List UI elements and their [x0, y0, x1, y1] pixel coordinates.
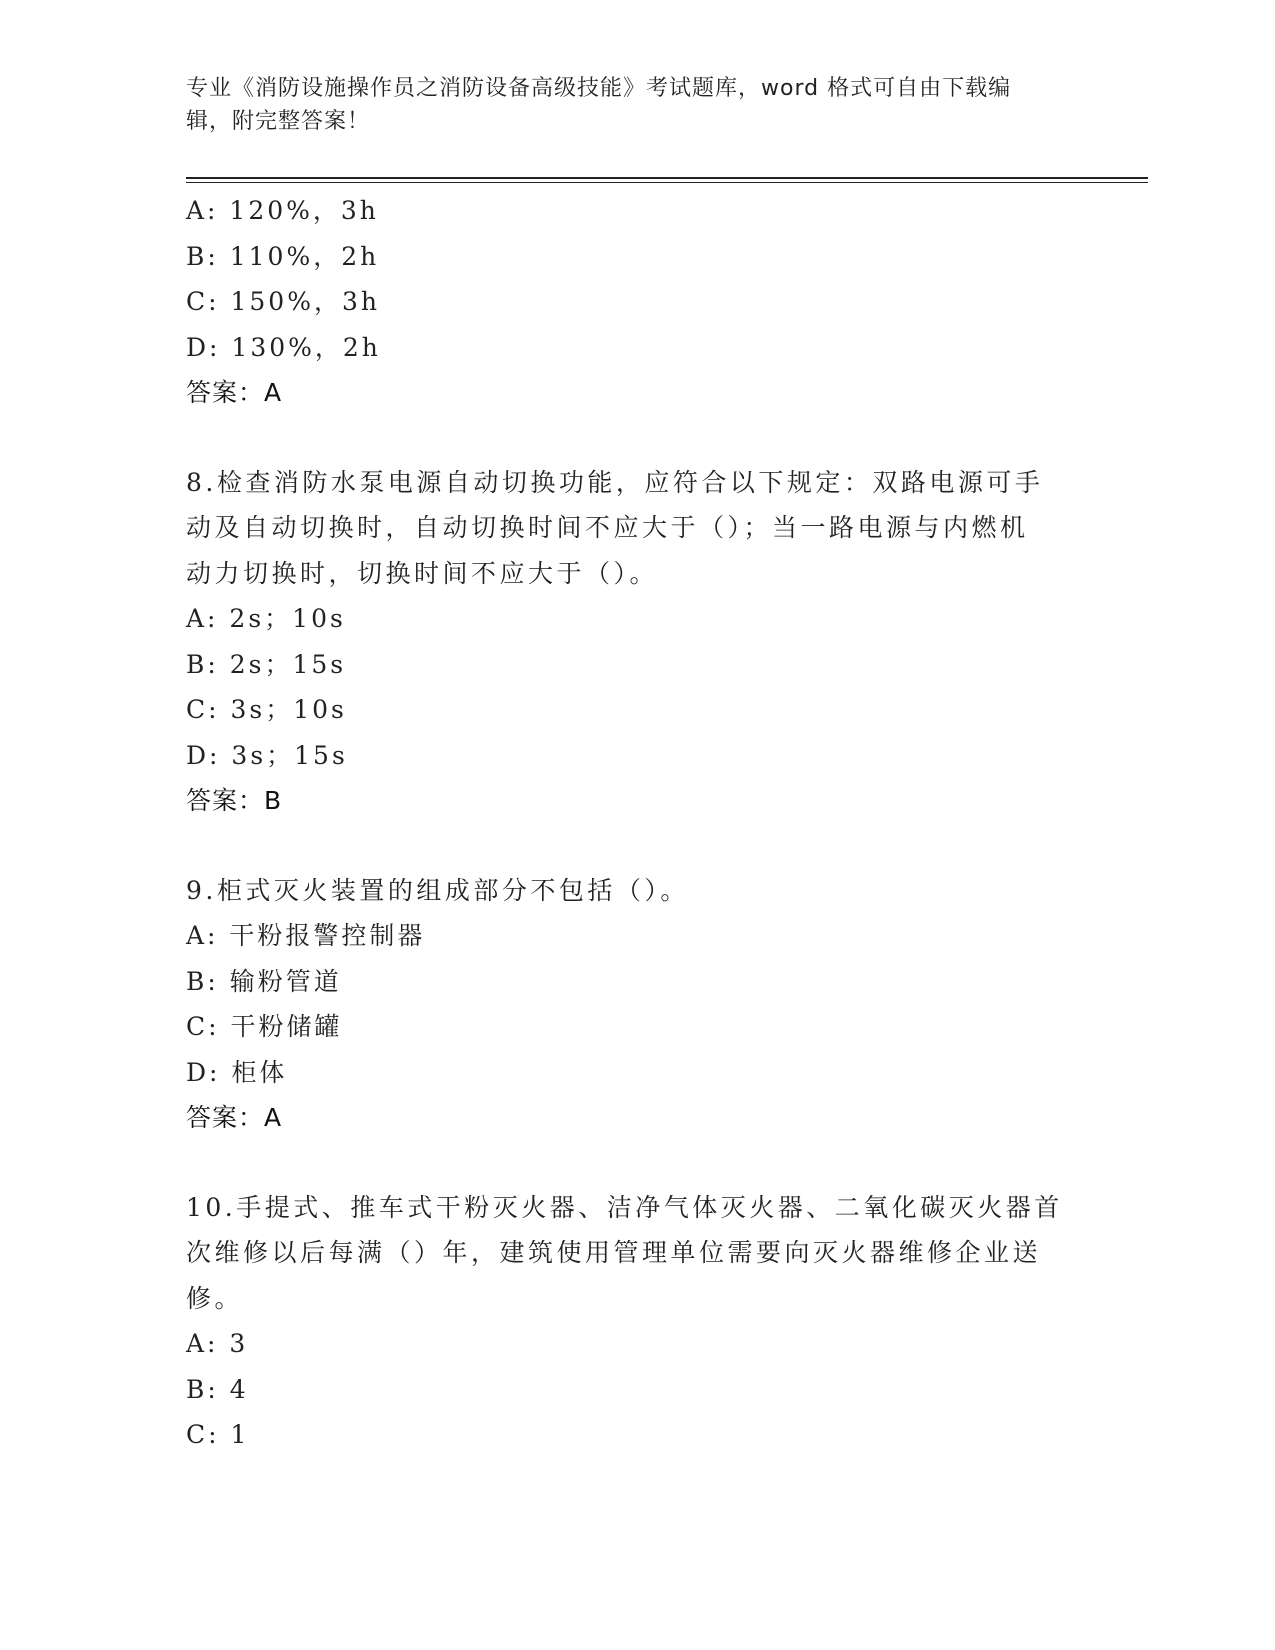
question-10 — [186, 1185, 1086, 1458]
question-list — [186, 188, 1086, 1458]
header-divider-thick — [186, 177, 1148, 179]
option-b: B: 110%，2h — [186, 241, 380, 271]
spacer — [186, 1141, 1086, 1185]
option-d: D: 3s；15s — [186, 740, 348, 770]
option-a: A: 3 — [186, 1329, 249, 1358]
answer: 答案：A — [186, 378, 283, 407]
question-7 — [186, 188, 1086, 416]
question-8 — [186, 460, 1086, 824]
option-a: A: 2s；10s — [186, 604, 346, 633]
question-stem-line: 修。 — [186, 1283, 244, 1313]
option-b: B: 2s；15s — [186, 649, 347, 679]
option-a: A: 120%，3h — [186, 196, 379, 225]
question-stem-line: 8.检查消防水泵电源自动切换功能，应符合以下规定：双路电源可手 — [186, 467, 1044, 497]
option-d: D: 柜体 — [186, 1057, 288, 1087]
option-c: C: 干粉储罐 — [186, 1012, 343, 1041]
answer: 答案：B — [186, 786, 283, 815]
header-line-2: 辑，附完整答案！ — [186, 109, 371, 134]
option-a: A: 干粉报警控制器 — [186, 921, 426, 950]
option-b: B: 4 — [186, 1374, 249, 1404]
option-c: C: 150%，3h — [186, 287, 380, 316]
spacer — [186, 824, 1086, 868]
option-c: C: 1 — [186, 1420, 250, 1449]
header-line-1: 专业《消防设施操作员之消防设备高级技能》考试题库，word 格式可自由下载编 — [186, 76, 1012, 101]
option-d: D: 130%，2h — [186, 332, 381, 362]
question-stem-line: 次维修以后每满（）年，建筑使用管理单位需要向灭火器维修企业送 — [186, 1238, 1042, 1267]
question-stem-line: 动及自动切换时，自动切换时间不应大于（）；当一路电源与内燃机 — [186, 513, 1029, 542]
question-stem-line: 10.手提式、推车式干粉灭火器、洁净气体灭火器、二氧化碳灭火器首 — [186, 1192, 1063, 1222]
option-b: B: 输粉管道 — [186, 966, 342, 996]
question-stem-line: 动力切换时，切换时间不应大于（）。 — [186, 558, 659, 588]
spacer — [186, 416, 1086, 460]
option-c: C: 3s；10s — [186, 695, 347, 724]
header-divider-thin — [186, 182, 1148, 183]
document-header — [186, 72, 1066, 138]
question-stem-line: 9.柜式灭火装置的组成部分不包括（）。 — [186, 875, 689, 905]
question-9 — [186, 868, 1086, 1141]
answer: 答案：A — [186, 1103, 283, 1132]
